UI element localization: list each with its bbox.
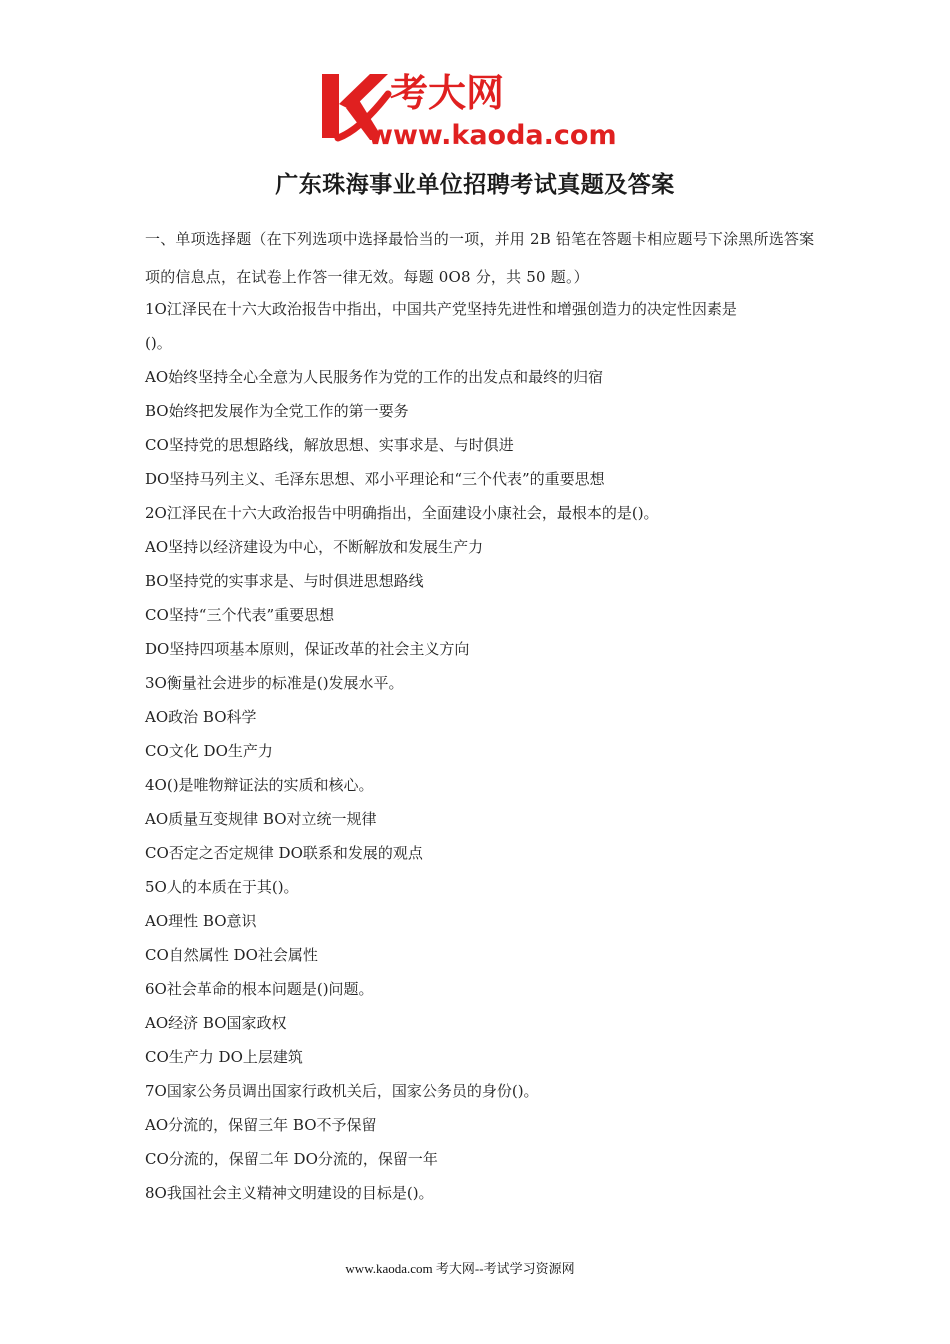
text-line: AO始终坚持全心全意为人民服务作为党的工作的出发点和最终的归宿 xyxy=(145,368,604,386)
section-intro: 一、单项选择题（在下列选项中选择最恰当的一项，并用 2B 铅笔在答题卡相应题号下涂黑所选答案项的信息点，在试卷上作答一律无效。每题 0O8 分，共 50 题。） xyxy=(145,230,815,286)
text-line: AO经济 BO国家政权 xyxy=(145,1014,287,1032)
text-line: CO否定之否定规律 DO联系和发展的观点 xyxy=(145,844,423,862)
text-line: 8O我国社会主义精神文明建设的目标是()。 xyxy=(145,1184,434,1202)
text-line: AO政治 BO科学 xyxy=(145,708,257,726)
document-title: 广东珠海事业单位招聘考试真题及答案 xyxy=(275,172,675,198)
text-line: 7O国家公务员调出国家行政机关后，国家公务员的身份()。 xyxy=(145,1082,539,1100)
text-line: AO质量互变规律 BO对立统一规律 xyxy=(145,810,377,828)
text-line: 4O()是唯物辩证法的实质和核心。 xyxy=(145,776,374,794)
text-line: AO理性 BO意识 xyxy=(145,912,257,930)
document-body xyxy=(145,220,815,1214)
text-line: DO坚持马列主义、毛泽东思想、邓小平理论和“三个代表”的重要思想 xyxy=(145,470,605,488)
text-line: 6O社会革命的根本问题是()问题。 xyxy=(145,980,374,998)
text-line: CO文化 DO生产力 xyxy=(145,742,273,760)
text-line: BO坚持党的实事求是、与时俱进思想路线 xyxy=(145,572,424,590)
text-line: DO坚持四项基本原则，保证改革的社会主义方向 xyxy=(145,640,470,658)
text-line: 5O人的本质在于其()。 xyxy=(145,878,299,896)
text-line: CO坚持“三个代表”重要思想 xyxy=(145,606,335,624)
logo-brand-url: www.kaoda.com xyxy=(368,120,617,150)
kaoda-logo-graphic xyxy=(318,64,640,150)
text-line: CO生产力 DO上层建筑 xyxy=(145,1048,303,1066)
text-line: BO始终把发展作为全党工作的第一要务 xyxy=(145,402,409,420)
text-line: CO分流的，保留二年 DO分流的，保留一年 xyxy=(145,1150,438,1168)
logo-brand-cn: 考大网 xyxy=(390,71,505,115)
text-line: 3O衡量社会进步的标准是()发展水平。 xyxy=(145,674,404,692)
text-line: AO坚持以经济建设为中心，不断解放和发展生产力 xyxy=(145,538,484,556)
text-line: CO坚持党的思想路线，解放思想、实事求是、与时俱进 xyxy=(145,436,514,454)
text-line: AO分流的，保留三年 BO不予保留 xyxy=(145,1116,377,1134)
text-line: 2O江泽民在十六大政治报告中明确指出，全面建设小康社会，最根本的是()。 xyxy=(145,504,659,522)
question-lines xyxy=(145,296,815,1214)
text-line: ()。 xyxy=(145,334,172,352)
text-line: CO自然属性 DO社会属性 xyxy=(145,946,318,964)
page-footer: www.kaoda.com 考大网--考试学习资源网 xyxy=(345,1261,575,1276)
text-line: 1O江泽民在十六大政治报告中指出，中国共产党坚持先进性和增强创造力的决定性因素是 xyxy=(145,300,737,318)
kaoda-logo xyxy=(318,64,640,150)
